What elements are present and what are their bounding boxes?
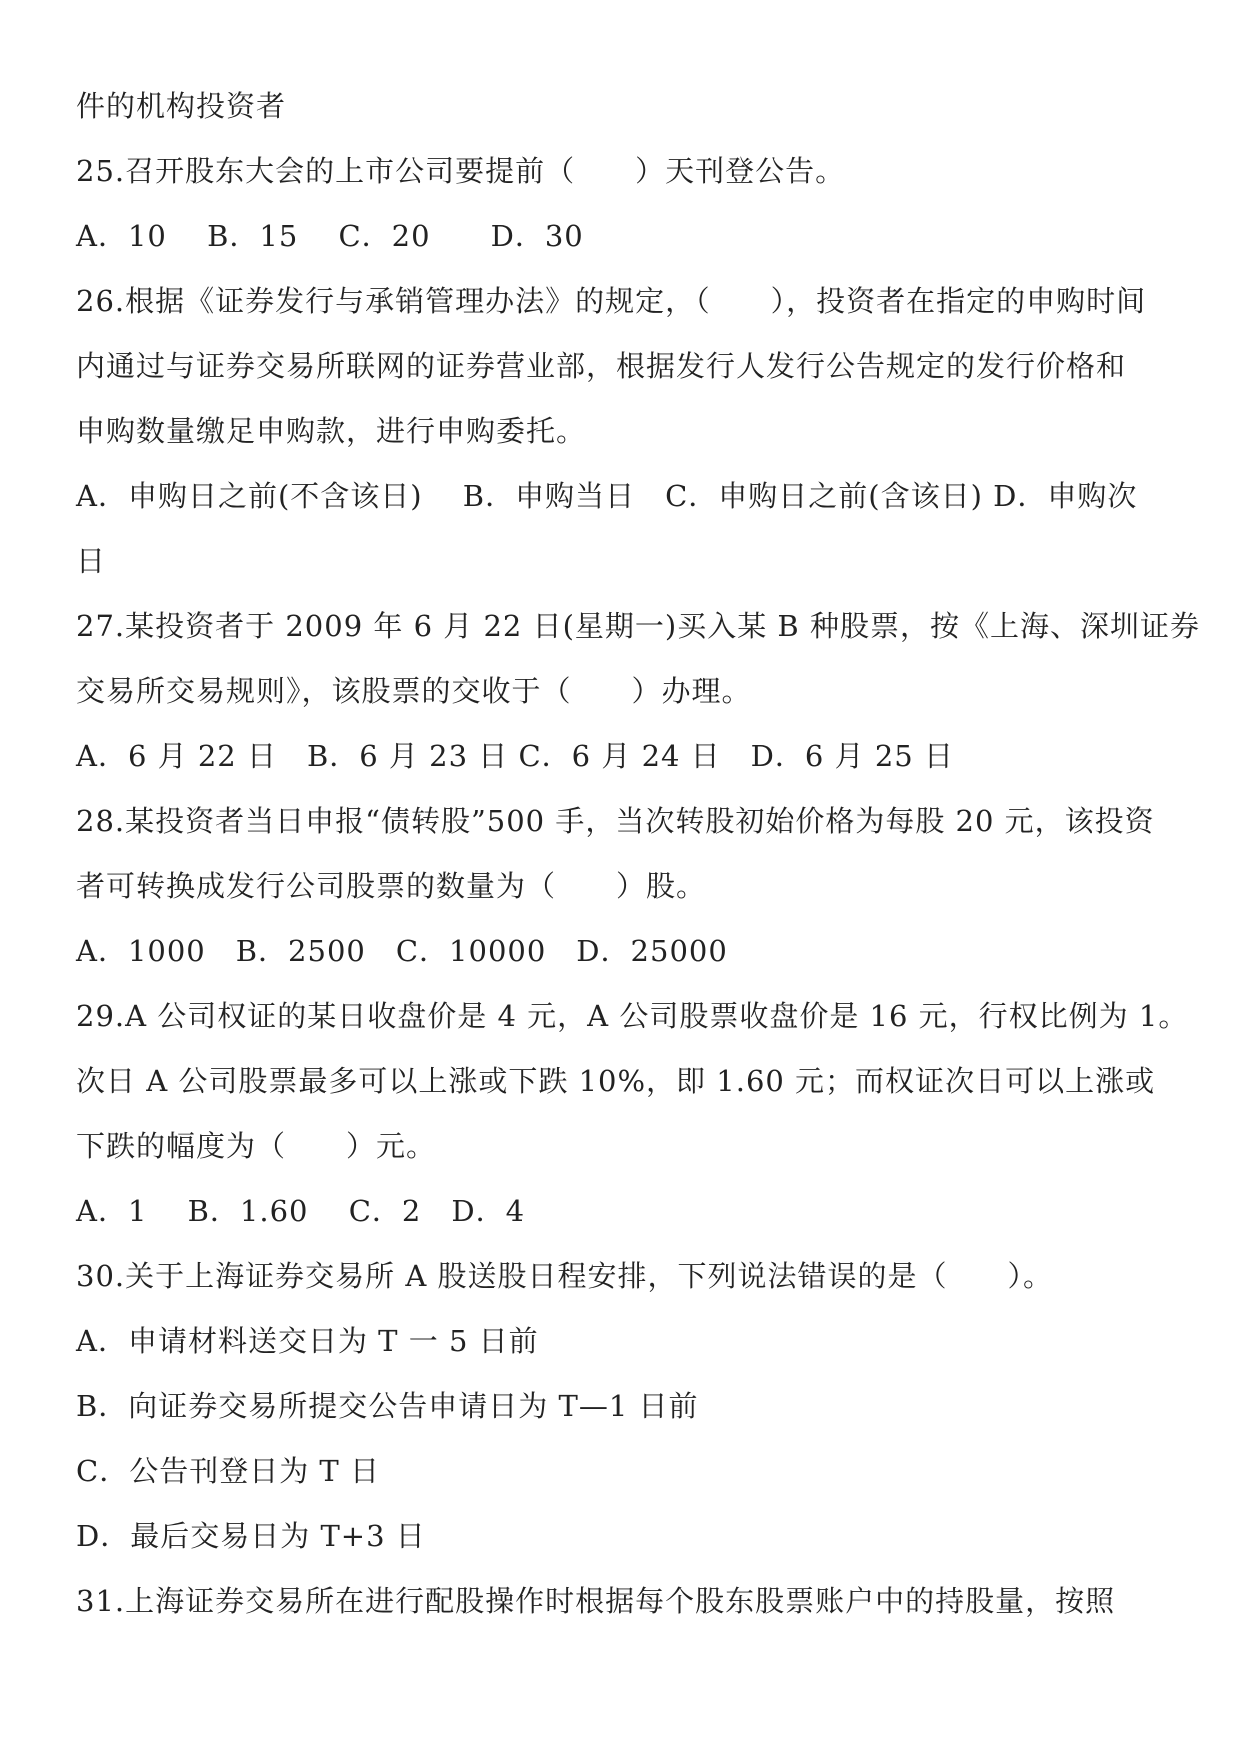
question-26-line-3: 申购数量缴足申购款，进行申购委托。 <box>76 414 587 448</box>
question-29-line-3: 下跌的幅度为（ ）元。 <box>76 1129 437 1163</box>
question-26-options-line-1: A．申购日之前(不含该日) B．申购当日 C．申购日之前(含该日) D．申购次 <box>76 479 1138 513</box>
question-29-options: A．1 B．1.60 C．2 D．4 <box>76 1194 526 1228</box>
question-30-option-a: A．申请材料送交日为 T 一 5 日前 <box>76 1324 539 1358</box>
question-30-option-d: D．最后交易日为 T+3 日 <box>76 1519 426 1553</box>
question-30: 30.关于上海证券交易所 A 股送股日程安排，下列说法错误的是（ ）。 <box>76 1259 1054 1293</box>
question-29-line-2: 次日 A 公司股票最多可以上涨或下跌 10%，即 1.60 元；而权证次日可以上涨或 <box>76 1064 1156 1098</box>
question-28-line-2: 者可转换成发行公司股票的数量为（ ）股。 <box>76 869 707 903</box>
question-26-line-1: 26.根据《证券发行与承销管理办法》的规定，（ ），投资者在指定的申购时间 <box>76 284 1147 318</box>
question-29-line-1: 29.A 公司权证的某日收盘价是 4 元，A 公司股票收盘价是 16 元，行权比例为 1。 <box>76 999 1189 1033</box>
question-31-line-1: 31.上海证券交易所在进行配股操作时根据每个股东股票账户中的持股量，按照 <box>76 1584 1116 1618</box>
question-30-option-b: B．向证券交易所提交公告申请日为 T—1 日前 <box>76 1389 699 1423</box>
question-28-options: A．1000 B．2500 C．10000 D．25000 <box>76 934 728 968</box>
question-27-line-2: 交易所交易规则》，该股票的交收于（ ）办理。 <box>76 674 752 708</box>
question-27-line-1: 27.某投资者于 2009 年 6 月 22 日(星期一)买入某 B 种股票，按《上海、深圳证券 <box>76 609 1200 643</box>
question-26-options-line-2: 日 <box>76 544 107 578</box>
document-page <box>76 74 1200 1634</box>
question-30-option-c: C．公告刊登日为 T 日 <box>76 1454 380 1488</box>
question-26-line-2: 内通过与证券交易所联网的证券营业部，根据发行人发行公告规定的发行价格和 <box>76 349 1127 383</box>
question-25: 25.召开股东大会的上市公司要提前（ ）天刊登公告。 <box>76 154 846 188</box>
text-line-continuation: 件的机构投资者 <box>76 89 287 123</box>
question-27-options: A．6 月 22 日 B．6 月 23 日 C．6 月 24 日 D．6 月 25 日 <box>76 739 954 773</box>
question-28-line-1: 28.某投资者当日申报“债转股”500 手，当次转股初始价格为每股 20 元，该投资 <box>76 804 1155 838</box>
question-25-options: A．10 B．15 C．20 D．30 <box>76 219 584 253</box>
